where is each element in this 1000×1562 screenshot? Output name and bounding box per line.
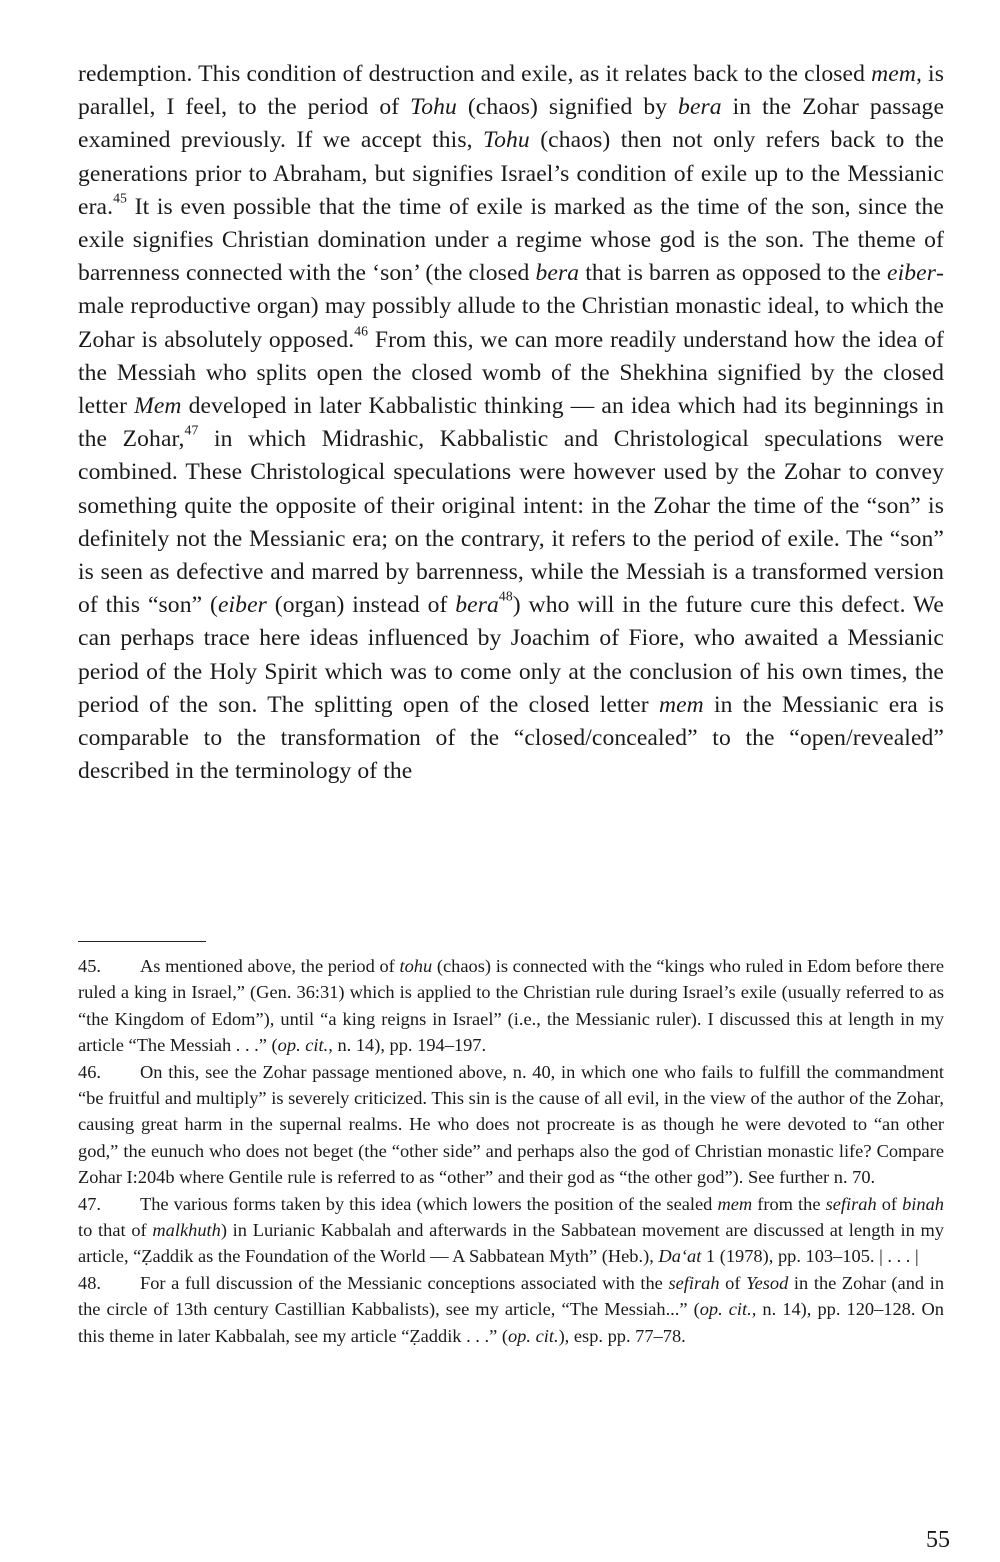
footnote-number: 48. (78, 1272, 101, 1293)
text-run: As mentioned above, the period of (140, 956, 400, 976)
text-run: On this, see the Zohar passage mentioned above, n. 40, in which one who fails to fulfill the commandment “be fruitful and multiply” is severely criticized. This sin is the cause of all evil, in the view of the author of the Zohar, causing great harm in the supernal realms. He who does not procreate is as though he were devoted to “an other god,” the eunuch who does not beget (the “other side” and perhaps also the god of Christian monastic life? Compare Zohar I:204b where Gentile rule is referred to as “other” and their god as “the other god”). See further n. 70. (78, 1061, 944, 1188)
italic-term: Tohu (483, 127, 530, 154)
italic-term: sefirah (668, 1272, 720, 1293)
footnote-46 (78, 1059, 944, 1191)
main-text (78, 58, 944, 788)
text-run: in which Midrashic, Kabbalistic and Christological speculations were combined. These Christological speculations were however used by the Zohar to convey something quite the opposite of their original intent: in the Zohar the time of the “son” is definitely not the Messianic era; on the contrary, it refers to the period of exile. The “son” is seen as defective and marred by barrenness, while the Messiah is a transformed version of this “son” ( (78, 426, 944, 619)
text-run: 1 (1978), pp. 103–105. | . . . | (701, 1246, 919, 1267)
text-run: n. 14), pp. 120–128. On this theme in later Kabbalah, see my article “Ẓaddik . . .” ( (78, 1299, 945, 1346)
text-run: developed in later Kabbalistic thinking — an idea which had its beginnings in the Zohar, (78, 393, 944, 453)
italic-term: eiber (217, 592, 267, 619)
footnote-48 (78, 1270, 944, 1349)
text-run: ) in Lurianic Kabbalah and afterwards in the Sabbatean movement are discussed at length in my article, “Ẓaddik as the Foundation of the World — A Sabbatean Myth” (Heb.), (78, 1220, 944, 1267)
italic-term: op. cit., (699, 1299, 757, 1320)
text-run: The various forms taken by this idea (which lowers the position of the sealed (140, 1193, 718, 1214)
italic-term: tohu (399, 956, 433, 976)
text-run: From this, we can more readily understand how the idea of the Messiah who splits open the closed womb of the Shekhina signified by the closed letter (78, 326, 944, 420)
italic-term: mem (658, 691, 704, 718)
footnote-divider (78, 941, 206, 942)
text-run: -male reproductive organ) may possibly allude to the Christian monastic ideal, to which the Zohar is absolutely opposed. (78, 260, 944, 353)
text-run: from the (752, 1193, 826, 1214)
footnote-ref-46[interactable]: 46 (354, 323, 369, 338)
text-run: (chaos) then not only refers back to the generations prior to Abraham, but signifies Israel’s condition of exile up to the Messianic era. (78, 127, 944, 220)
text-run: (chaos) is connected with the “kings who ruled in Edom before there ruled a king in Israel,” (Gen. 36:31) which is applied to the Christian rule during Israel’s exile (usually referred to as “the Kingdom of Edom”), until “a king reigns in Israel” (i.e., the Messianic ruler). I discussed this at length in my article “The Messiah . . .” ( (78, 956, 944, 1056)
footnote-number: 45. (78, 956, 101, 976)
text-run: (chaos) signified by (456, 94, 679, 121)
italic-term: Tohu (410, 94, 457, 121)
italic-term: bera (535, 260, 580, 287)
italic-term: malkhuth (152, 1220, 221, 1241)
italic-term: op. cit. (507, 1325, 559, 1346)
footnotes (78, 953, 944, 1349)
text-run: that is barren as opposed to the (579, 260, 888, 287)
footnote-ref-47[interactable]: 47 (184, 422, 199, 438)
italic-term: bera (678, 94, 722, 121)
footnote-47 (78, 1191, 944, 1270)
italic-term: Da‘at (658, 1246, 702, 1267)
text-run: n. 14), pp. 194–197. (332, 1035, 487, 1056)
text-run: in the Zohar passage examined previously. If we accept this, (78, 94, 945, 154)
text-run: in the Zohar (and in the circle of 13th century Castillian Kabbalists), see my article, “The Messiah...” ( (78, 1272, 945, 1320)
text-run: For a full discussion of the Messianic conceptions associated with the (140, 1272, 669, 1293)
italic-term: mem, (871, 61, 922, 87)
italic-term: op. cit., (277, 1035, 333, 1056)
footnote-45 (78, 953, 944, 1059)
text-run: of (719, 1272, 747, 1293)
italic-term: Mem (134, 393, 182, 420)
text-run: redemption. This condition of destruction and exile, as it relates back to the closed (78, 61, 872, 87)
italic-term: eiber (887, 260, 937, 287)
text-run: to that of (78, 1220, 153, 1241)
body-paragraph (78, 58, 944, 788)
text-run: of (876, 1193, 903, 1214)
text-run: is parallel, I feel, to the period of (78, 61, 944, 121)
footnote-ref-45[interactable]: 45 (113, 190, 127, 206)
italic-term: Yesod (746, 1272, 789, 1293)
italic-term: mem (717, 1193, 753, 1214)
page-number: 55 (926, 1527, 950, 1553)
text-run: It is even possible that the time of exile is marked as the time of the son, since the exile signifies Christian domination under a regime whose god is the son. The theme of barrenness connected with the ‘son’ (the closed (78, 193, 944, 287)
text-run: ) who will in the future cure this defect. We can perhaps trace here ideas influenced by Joachim of Fiore, who awaited a Messianic period of the Holy Spirit which was to come only at the conclusion of his own times, the period of the son. The splitting open of the closed letter (78, 592, 944, 718)
footnote-number: 47. (78, 1193, 101, 1214)
text-run: ), esp. pp. 77–78. (558, 1325, 686, 1346)
text-run: (organ) instead of (266, 592, 456, 619)
footnote-ref-48[interactable]: 48 (498, 588, 513, 604)
italic-term: bera (455, 592, 499, 619)
footnote-number: 46. (78, 1061, 101, 1082)
text-run: in the Messianic era is comparable to the transformation of the “closed/concealed” to the “open/revealed” described in the terminology of the (78, 691, 944, 785)
italic-term: sefirah (825, 1193, 877, 1214)
italic-term: binah (902, 1193, 944, 1214)
